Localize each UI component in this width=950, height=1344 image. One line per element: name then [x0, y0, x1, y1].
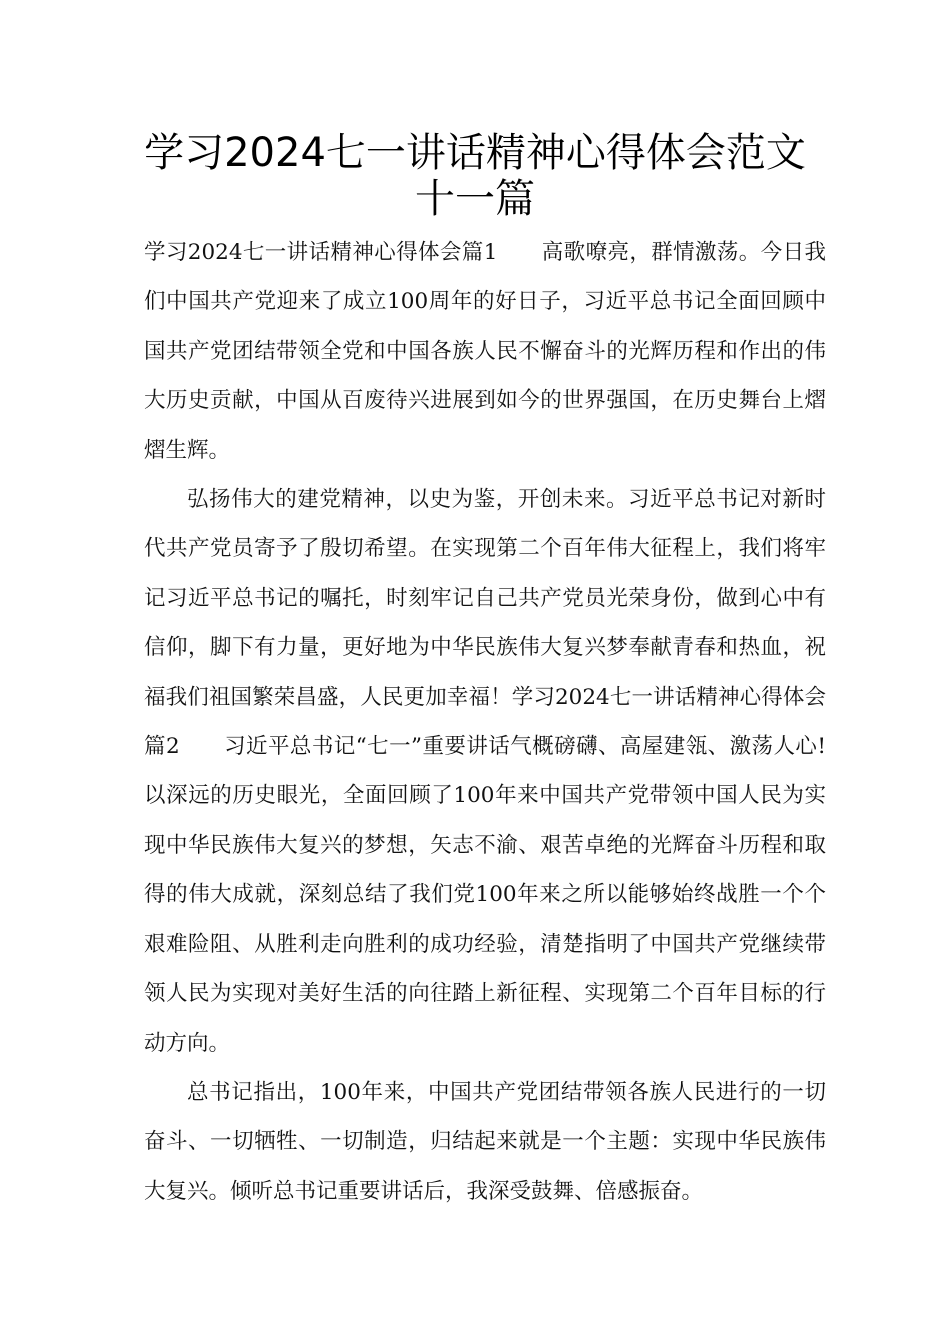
paragraph-1-text: 高歌嘹亮，群情激荡。今日我们中国共产党迎来了成立100周年的好日子，习近平总书记全面回顾中国共产党团结带领全党和中国各族人民不懈奋斗的光辉历程和作出的伟大历史贡献，中国从百废待兴进展到如今的世界强国，在历史舞台上熠熠生辉。	[144, 240, 826, 463]
title-line-2: 十一篇	[415, 176, 535, 222]
paragraph-1	[144, 228, 826, 475]
document-title	[120, 130, 830, 222]
section-heading-2: 学习2024七一讲话精神心得体会篇2	[144, 684, 826, 760]
paragraph-3	[144, 1068, 826, 1216]
paragraph-3-text: 总书记指出，100年来，中国共产党团结带领各族人民进行的一切奋斗、一切牺牲、一切制造，归结起来就是一个主题：实现中华民族伟大复兴。倾听总书记重要讲话后，我深受鼓舞、倍感振奋。	[144, 1079, 826, 1204]
title-line-1: 学习2024七一讲话精神心得体会范文	[144, 130, 806, 176]
paragraph-2-text: 弘扬伟大的建党精神，以史为鉴，开创未来。习近平总书记对新时代共产党员寄予了殷切希望。在实现第二个百年伟大征程上，我们将牢记习近平总书记的嘱托，时刻牢记自己共产党员光荣身份，做到心中有信仰，脚下有力量，更好地为中华民族伟大复兴梦奉献青春和热血，祝福我们祖国繁荣昌盛，人民更加幸福！	[144, 487, 826, 710]
document-body	[144, 228, 826, 1216]
paragraph-2b-text: 习近平总书记“七一”重要讲话气概磅礴、高屋建瓴、激荡人心!以深远的历史眼光，全面回顾了100年来中国共产党带领中国人民为实现中华民族伟大复兴的梦想，矢志不渝、艰苦卓绝的光辉奋斗历程和取得的伟大成就，深刻总结了我们党100年来之所以能够始终战胜一个个艰难险阻、从胜利走向胜利的成功经验，清楚指明了中国共产党继续带领人民为实现对美好生活的向往踏上新征程、实现第二个百年目标的行动方向。	[144, 734, 826, 1056]
paragraph-2	[144, 475, 826, 1068]
section-heading-1: 学习2024七一讲话精神心得体会篇1	[144, 240, 498, 265]
